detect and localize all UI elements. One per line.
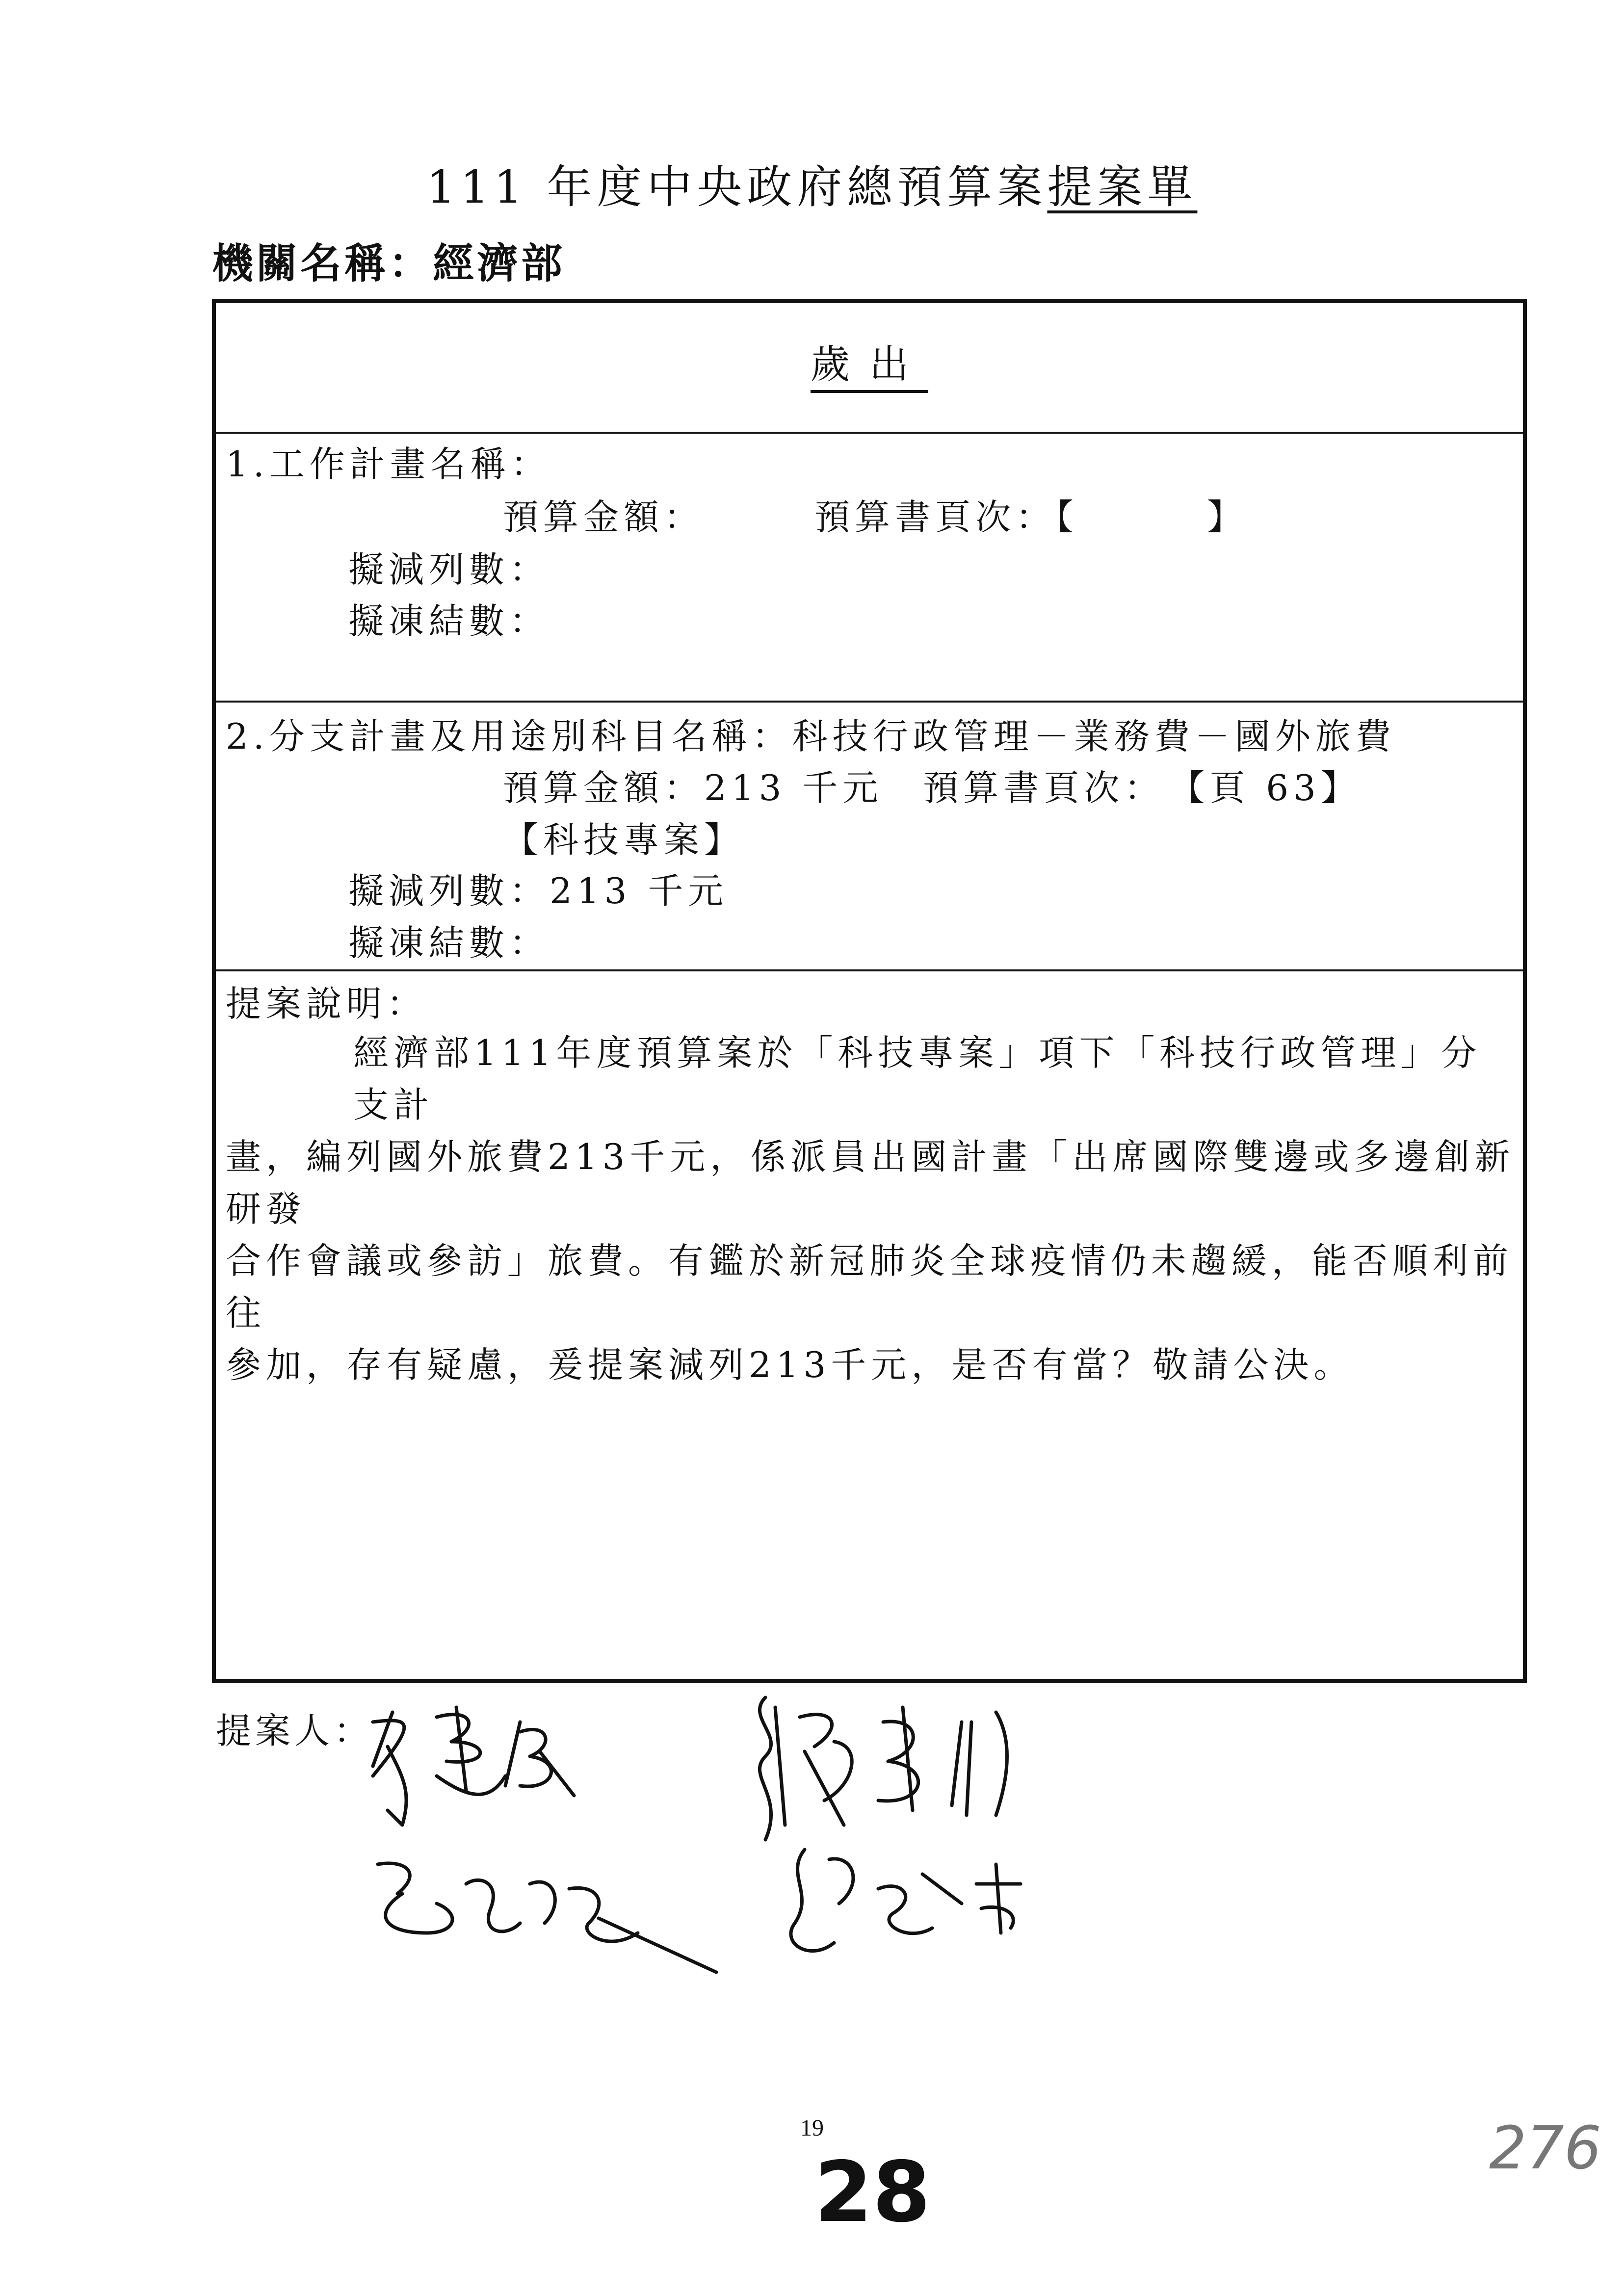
explanation-line: 畫，編列國外旅費213千元，係派員出國計畫「出席國際雙邊或多邊創新研發 xyxy=(226,1136,1515,1229)
handwritten-signatures xyxy=(343,1678,1178,1982)
item1-freeze-label: 擬凍結數： xyxy=(348,600,550,642)
item1-page-label: 預算書頁次：【 xyxy=(814,496,1079,538)
explanation-line: 參加，存有疑慮，爰提案減列213千元，是否有當？敬請公決。 xyxy=(226,1344,1354,1385)
title-prefix: 111 年度中央政府總預算案 xyxy=(426,161,1048,213)
item2-name-label: 2.分支計畫及用途別科目名稱：科技行政管理－業務費－國外旅費 xyxy=(226,716,1396,757)
document-title xyxy=(0,151,1624,216)
item2-budget-line: 預算金額：213 千元 預算書頁次： 【頁 63】 xyxy=(503,767,1361,809)
explanation-text xyxy=(226,1027,1516,1391)
explanation-label: 提案說明： xyxy=(226,983,427,1024)
signature-stroke xyxy=(569,1888,716,1972)
signature-stroke xyxy=(466,1880,555,1931)
explanation-line: 合作會議或參訪」旅費。有鑑於新冠肺炎全球疫情仍未趨緩，能否順利前往 xyxy=(226,1240,1514,1333)
page-number: 19 xyxy=(800,2115,824,2141)
explanation-line: 經濟部111年度預算案於「科技專案」項下「科技行政管理」分支計 xyxy=(353,1032,1482,1125)
divider-2 xyxy=(216,701,1523,703)
signature-stroke xyxy=(437,1707,505,1795)
divider-1 xyxy=(216,432,1523,434)
margin-note: 276 xyxy=(1489,2114,1602,2183)
signature-stroke xyxy=(373,1712,406,1825)
item1-name-label: 1.工作計畫名稱： xyxy=(226,444,551,485)
item1-budget-label: 預算金額： xyxy=(503,496,705,538)
item2-project-tag: 【科技專案】 xyxy=(503,819,745,861)
signature-stroke xyxy=(952,1712,1007,1815)
signature-stroke xyxy=(791,1850,853,1951)
signature-stroke xyxy=(800,1715,852,1825)
divider-3 xyxy=(216,969,1523,971)
signature-stroke xyxy=(878,1707,918,1810)
handwritten-page-number: 28 xyxy=(814,2144,931,2241)
proposers-label: 提案人： xyxy=(216,1710,373,1751)
item2-cut-line: 擬減列數：213 千元 xyxy=(348,870,729,912)
signature-stroke xyxy=(378,1863,452,1933)
title-underlined: 提案單 xyxy=(1047,161,1198,213)
item1-page-close: 】 xyxy=(1207,496,1248,538)
signature-stroke xyxy=(505,1722,574,1796)
item2-freeze-label: 擬凍結數： xyxy=(348,922,550,964)
section-heading: 歲出 xyxy=(216,333,1523,389)
signature-stroke xyxy=(976,1864,1021,1933)
signature-stroke xyxy=(878,1874,962,1933)
item1-cut-label: 擬減列數： xyxy=(348,549,550,590)
agency-name: 機關名稱：經濟部 xyxy=(212,239,566,287)
proposal-form xyxy=(212,299,1527,1683)
signature-stroke xyxy=(760,1697,785,1840)
